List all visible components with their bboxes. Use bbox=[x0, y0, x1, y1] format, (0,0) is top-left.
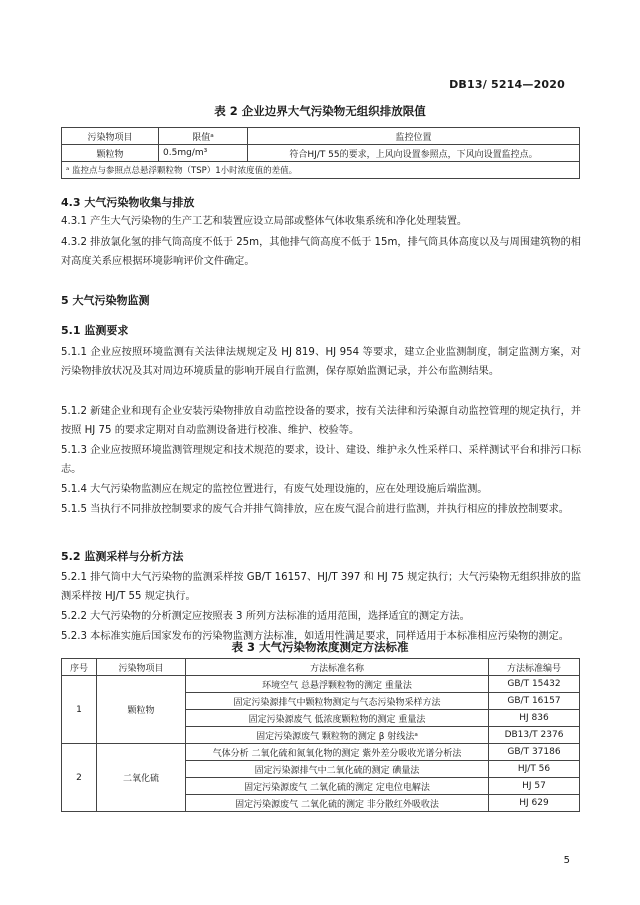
section-5-heading: 5 大气污染物监测 bbox=[61, 294, 150, 307]
table3-group2-item: 二氧化硫 bbox=[97, 744, 186, 812]
para-5-2-2: 5.2.2 大气污染物的分析测定应按照表 3 所列方法标准的适用范围，选择适宜的测定方法。 bbox=[61, 611, 470, 622]
table3 bbox=[61, 658, 580, 812]
para-5-2-1: 5.2.1 排气筒中大气污染物的监测采样按 GB/T 16157、HJ/T 397 和 HJ 75 规定执行；大气污染物无组织排放的监测采样按 HJ/T 55 规定执行。 bbox=[61, 572, 581, 602]
table3-code: GB/T 37186 bbox=[489, 744, 580, 761]
table3-code: HJ 57 bbox=[489, 778, 580, 795]
table2-note: ᵃ 监控点与参照点总悬浮颗粒物（TSP）1小时浓度值的差值。 bbox=[62, 162, 580, 179]
section-5-2-heading: 5.2 监测采样与分析方法 bbox=[61, 550, 184, 563]
table3-header-code: 方法标准编号 bbox=[489, 659, 580, 676]
table3-header-method: 方法标准名称 bbox=[186, 659, 489, 676]
para-5-1-1: 5.1.1 企业应按照环境监测有关法律法规规定及 HJ 819、HJ 954 等要求，建立企业监测制度，制定监测方案，对污染物排放状况及其对周边环境质量的影响开展自行监测，保存原始监测记录，并公布监测结果。 bbox=[61, 347, 581, 377]
table3-code: HJ 629 bbox=[489, 795, 580, 812]
table2-cell-limit: 0.5mg/m³ bbox=[159, 145, 248, 162]
table3-method: 环境空气 总悬浮颗粒物的测定 重量法 bbox=[186, 676, 489, 693]
section-5-1-heading: 5.1 监测要求 bbox=[61, 324, 129, 337]
table3-method: 固定污染源废气 颗粒物的测定 β 射线法ᵃ bbox=[186, 727, 489, 744]
table2-cell-location: 符合HJ/T 55的要求，上风向设置参照点，下风向设置监控点。 bbox=[248, 145, 580, 162]
para-5-1-3: 5.1.3 企业应按照环境监测管理规定和技术规范的要求，设计、建设、维护永久性采样口、采样测试平台和排污口标志。 bbox=[61, 445, 581, 475]
table2-header-item: 污染物项目 bbox=[62, 128, 159, 145]
page-number: 5 bbox=[563, 855, 570, 866]
table2-cell-item: 颗粒物 bbox=[62, 145, 159, 162]
para-5-1-5: 5.1.5 当执行不同排放控制要求的废气合并排气筒排放，应在废气混合前进行监测，并执行相应的排放控制要求。 bbox=[61, 504, 569, 515]
table3-method: 气体分析 二氧化硫和氮氧化物的测定 紫外差分吸收光谱分析法 bbox=[186, 744, 489, 761]
para-5-1-4: 5.1.4 大气污染物监测应在规定的监控位置进行，有废气处理设施的，应在处理设施后端监测。 bbox=[61, 484, 488, 495]
document-code: DB13/ 5214—2020 bbox=[449, 78, 565, 91]
table3-header-item: 污染物项目 bbox=[97, 659, 186, 676]
table2 bbox=[61, 127, 580, 179]
table3-method: 固定污染源废气 低浓度颗粒物的测定 重量法 bbox=[186, 710, 489, 727]
table3-code: GB/T 15432 bbox=[489, 676, 580, 693]
table3-title: 表 3 大气污染物浓度测定方法标准 bbox=[231, 640, 409, 654]
table2-title: 表 2 企业边界大气污染物无组织排放限值 bbox=[214, 104, 426, 118]
table3-group2-no: 2 bbox=[62, 744, 97, 812]
table3-method: 固定污染源废气 二氧化硫的测定 非分散红外吸收法 bbox=[186, 795, 489, 812]
table3-code: GB/T 16157 bbox=[489, 693, 580, 710]
para-4-3-2: 4.3.2 排放氯化氢的排气筒高度不低于 25m，其他排气筒高度不低于 15m，排气筒具体高度以及与周围建筑物的相对高度关系应根据环境影响评价文件确定。 bbox=[61, 237, 581, 267]
table3-method: 固定污染源废气 二氧化硫的测定 定电位电解法 bbox=[186, 778, 489, 795]
para-4-3-1: 4.3.1 产生大气污染物的生产工艺和装置应设立局部或整体气体收集系统和净化处理装置。 bbox=[61, 216, 468, 227]
table3-header-no: 序号 bbox=[62, 659, 97, 676]
para-5-1-2: 5.1.2 新建企业和现有企业安装污染物排放自动监控设备的要求，按有关法律和污染源自动监控管理的规定执行，并按照 HJ 75 的要求定期对自动监测设备进行校准、维护、校验等。 bbox=[61, 406, 581, 436]
table2-header-location: 监控位置 bbox=[248, 128, 580, 145]
table2-header-limit: 限值ᵃ bbox=[159, 128, 248, 145]
table3-code: DB13/T 2376 bbox=[489, 727, 580, 744]
table3-group1-item: 颗粒物 bbox=[97, 676, 186, 744]
table3-code: HJ 836 bbox=[489, 710, 580, 727]
table3-code: HJ/T 56 bbox=[489, 761, 580, 778]
table3-method: 固定污染源排气中颗粒物测定与气态污染物采样方法 bbox=[186, 693, 489, 710]
table3-method: 固定污染源排气中二氧化硫的测定 碘量法 bbox=[186, 761, 489, 778]
table3-group1-no: 1 bbox=[62, 676, 97, 744]
para-5-2-3: 5.2.3 本标准实施后国家发布的污染物监测方法标准，如适用性满足要求，同样适用于本标准相应污染物的测定。 bbox=[61, 631, 569, 642]
section-4-3-heading: 4.3 大气污染物收集与排放 bbox=[61, 196, 195, 209]
